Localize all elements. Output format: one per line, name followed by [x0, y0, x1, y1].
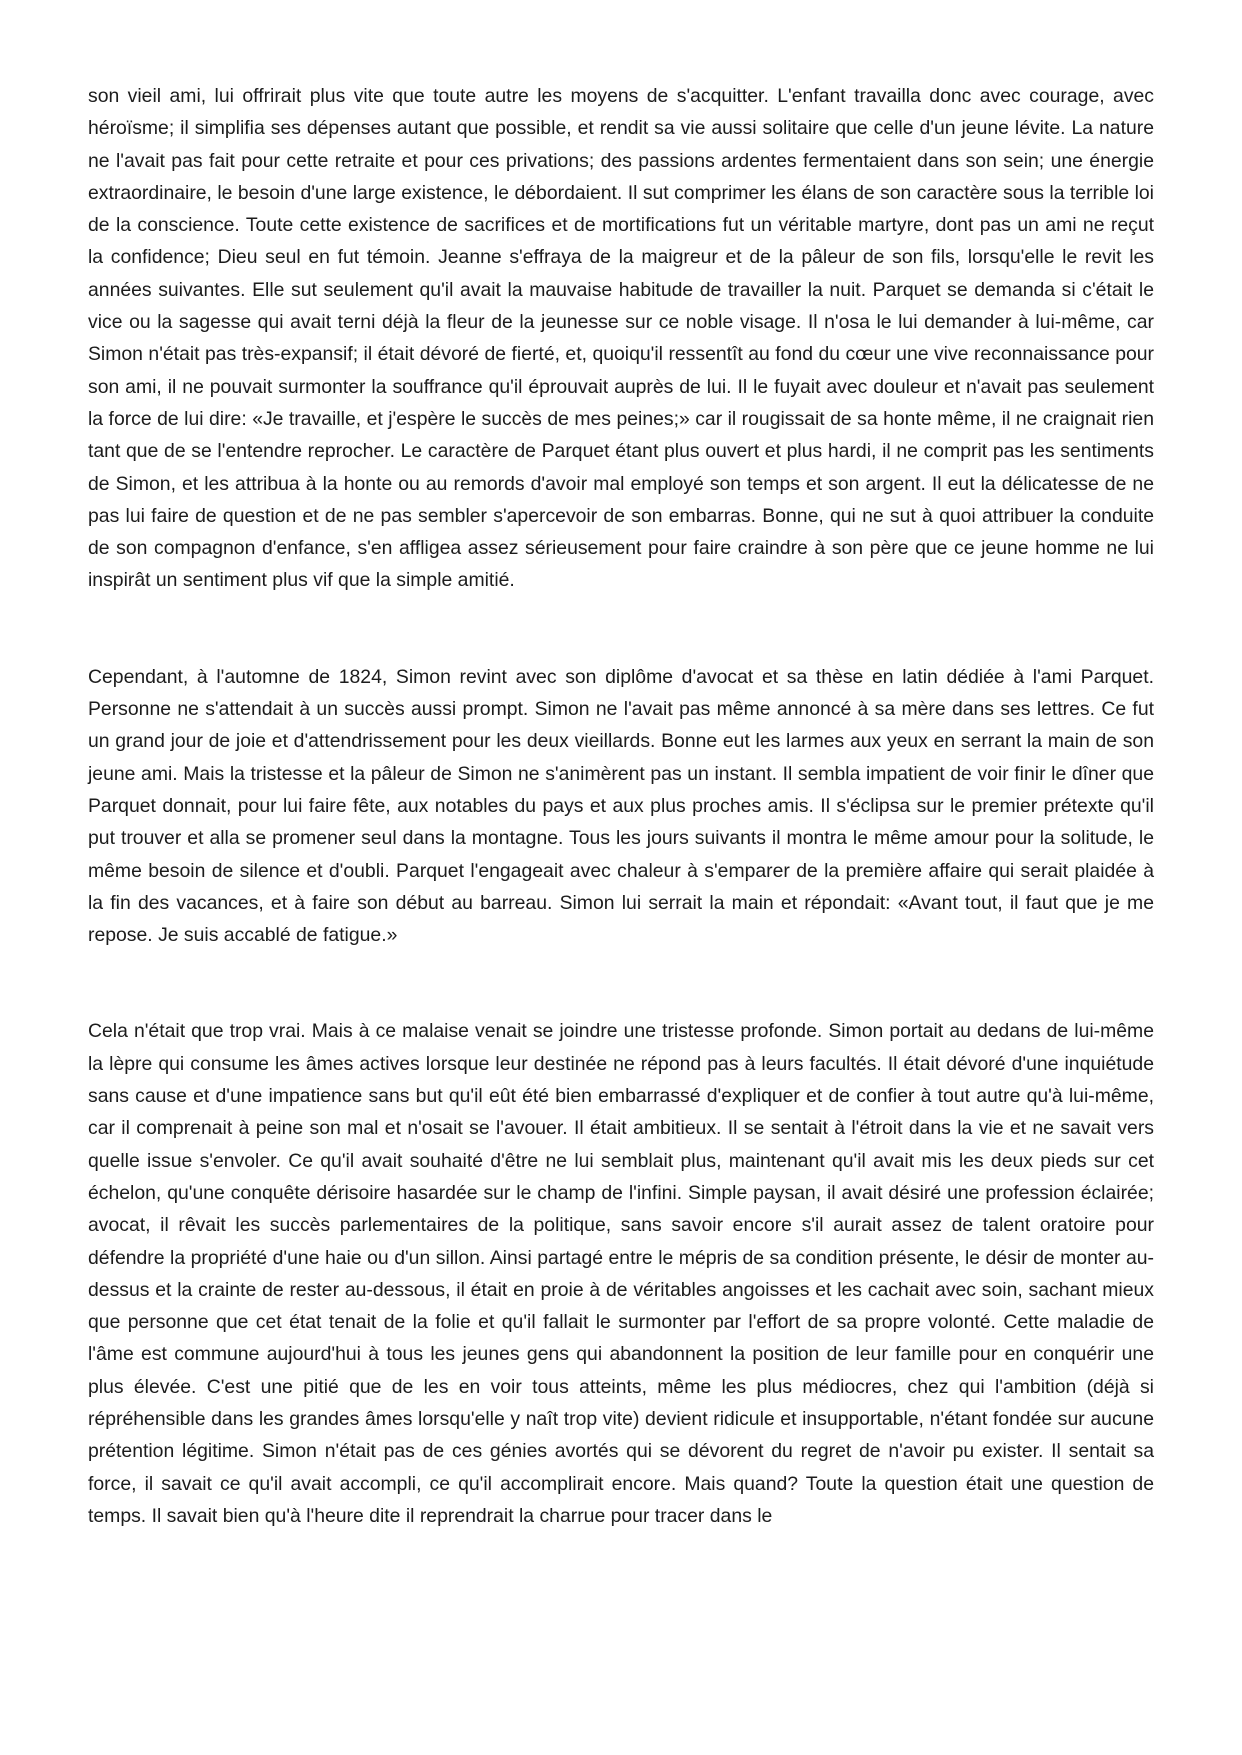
paragraph-1: son vieil ami, lui offrirait plus vite que toute autre les moyens de s'acquitter. L'enfant travailla donc avec courage, avec héroïsme; il simplifia ses dépenses autant que possible, et rendit sa vie aussi solitaire que celle d'un jeune lévite. La nature ne l'avait pas fait pour cette retraite et pour ces privations; des passions ardentes fermentaient dans son sein; une énergie extraordinaire, le besoin d'une large existence, le débordaient. Il sut comprimer les élans de son caractère sous la terrible loi de la conscience. Toute cette existence de sacrifices et de mortifications fut un véritable martyre, dont pas un ami ne reçut la confidence; Dieu seul en fut témoin. Jeanne s'effraya de la maigreur et de la pâleur de son fils, lorsqu'elle le revit les années suivantes. Elle sut seulement qu'il avait la mauvaise habitude de travailler la nuit. Parquet se demanda si c'était le vice ou la sagesse qui avait terni déjà la fleur de la jeunesse sur ce noble visage. Il n'osa le lui demander à lui-même, car Simon n'était pas très-expansif; il était dévoré de fierté, et, quoiqu'il ressentît au fond du cœur une vive reconnaissance pour son ami, il ne pouvait surmonter la souffrance qu'il éprouvait auprès de lui. Il le fuyait avec douleur et n'avait pas seulement la force de lui dire: «Je travaille, et j'espère le succès de mes peines;» car il rougissait de sa honte même, il ne craignait rien tant que de se l'entendre reprocher. Le caractère de Parquet étant plus ouvert et plus hardi, il ne comprit pas les sentiments de Simon, et les attribua à la honte ou au remords d'avoir mal employé son temps et son argent. Il eut la délicatesse de ne pas lui faire de question et de ne pas sembler s'apercevoir de son embarras. Bonne, qui ne sut à quoi attribuer la conduite de son compagnon d'enfance, s'en affligea assez sérieusement pour faire craindre à son père que ce jeune homme ne lui inspirât un sentiment plus vif que la simple amitié.: [88, 85, 1154, 592]
paragraph-2: Cependant, à l'automne de 1824, Simon revint avec son diplôme d'avocat et sa thèse en latin dédiée à l'ami Parquet. Personne ne s'attendait à un succès aussi prompt. Simon ne l'avait pas même annoncé à sa mère dans ses lettres. Ce fut un grand jour de joie et d'attendrissement pour les deux vieillards. Bonne eut les larmes aux yeux en serrant la main de son jeune ami. Mais la tristesse et la pâleur de Simon ne s'animèrent pas un instant. Il sembla impatient de voir finir le dîner que Parquet donnait, pour lui faire fête, aux notables du pays et aux plus proches amis. Il s'éclipsa sur le premier prétexte qu'il put trouver et alla se promener seul dans la montagne. Tous les jours suivants il montra le même amour pour la solitude, le même besoin de silence et d'oubli. Parquet l'engageait avec chaleur à s'emparer de la première affaire qui serait plaidée à la fin des vacances, et à faire son début au barreau. Simon lui serrait la main et répondait: «Avant tout, il faut que je me repose. Je suis accablé de fatigue.»: [88, 665, 1154, 947]
paragraph-3: Cela n'était que trop vrai. Mais à ce malaise venait se joindre une tristesse profonde. Simon portait au dedans de lui-même la lèpre qui consume les âmes actives lorsque leur destinée ne répond pas à leurs facultés. Il était dévoré d'une inquiétude sans cause et d'une impatience sans but qu'il eût été bien embarrassé d'expliquer et de confier à tout autre qu'à lui-même, car il comprenait à peine son mal et n'osait se l'avouer. Il était ambitieux. Il se sentait à l'étroit dans la vie et ne savait vers quelle issue s'envoler. Ce qu'il avait souhaité d'être ne lui semblait plus, maintenant qu'il avait mis les deux pieds sur cet échelon, qu'une conquête dérisoire hasardée sur le champ de l'infini. Simple paysan, il avait désiré une profession éclairée; avocat, il rêvait les succès parlementaires de la politique, sans savoir encore s'il aurait assez de talent oratoire pour défendre la propriété d'une haie ou d'un sillon. Ainsi partagé entre le mépris de sa condition présente, le désir de monter au-dessus et la crainte de rester au-dessous, il était en proie à de véritables angoisses et les cachait avec soin, sachant mieux que personne que cet état tenait de la folie et qu'il fallait le surmonter par l'effort de sa propre volonté. Cette maladie de l'âme est commune aujourd'hui à tous les jeunes gens qui abandonnent la position de leur famille pour en conquérir une plus élevée. C'est une pitié que de les en voir tous atteints, même les plus médiocres, chez qui l'ambition (déjà si répréhensible dans les grandes âmes lorsqu'elle y naît trop vite) devient ridicule et insupportable, n'étant fondée sur aucune prétention légitime. Simon n'était pas de ces génies avortés qui se dévorent du regret de n'avoir pu exister. Il sentait sa force, il savait ce qu'il avait accompli, ce qu'il accomplirait encore. Mais quand? Toute la question était une question de temps. Il savait bien qu'à l'heure dite il reprendrait la charrue pour tracer dans le: [88, 1020, 1154, 1527]
document-page: [88, 80, 1154, 1532]
